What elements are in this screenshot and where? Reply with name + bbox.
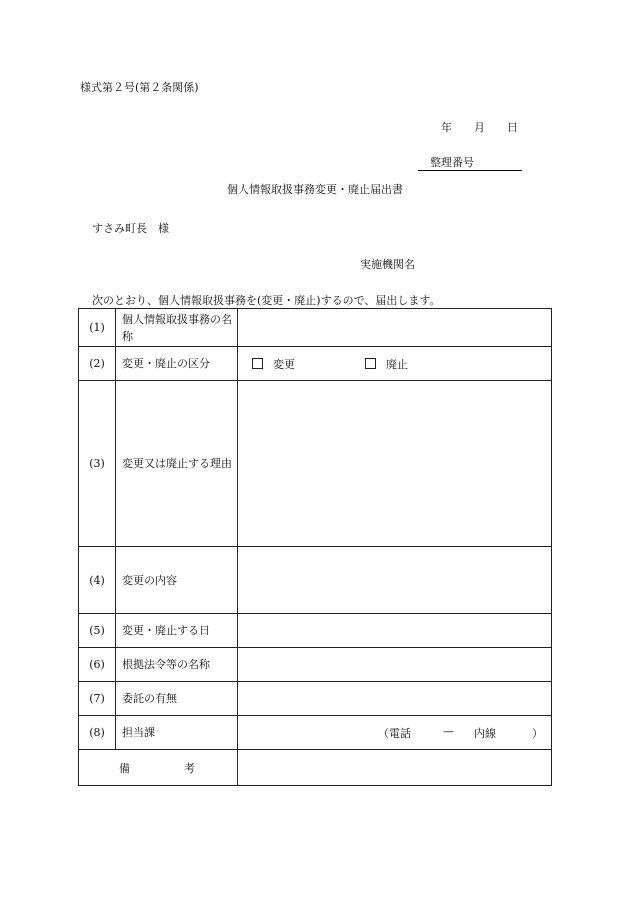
notification-form-table <box>78 308 552 786</box>
phone-line <box>252 725 551 741</box>
row-label: 変更又は廃止する理由 <box>116 381 238 547</box>
remarks-label <box>79 760 237 776</box>
date-year-label: 年 <box>441 121 452 134</box>
table-row <box>79 381 552 547</box>
reason-input[interactable] <box>238 381 552 547</box>
intro-text: 次のとおり、個人情報取扱事務を(変更・廃止)するので、届出します。 <box>92 294 441 307</box>
extension-label: 内線 <box>474 726 496 740</box>
change-content-input[interactable] <box>238 547 552 614</box>
form-number: 様式第２号(第２条関係) <box>80 81 199 94</box>
row-label: 個人情報取扱事務の名称 <box>116 309 238 347</box>
date-month-label: 月 <box>474 121 485 134</box>
outsourcing-input[interactable] <box>238 682 552 716</box>
reference-number-field[interactable]: 整理番号 <box>418 154 522 171</box>
effective-date-input[interactable] <box>238 614 552 648</box>
agency-name-field[interactable]: 実施機関名 <box>360 258 415 271</box>
table-row <box>79 347 552 381</box>
table-row <box>79 750 552 786</box>
remarks-char-1: 備 <box>119 761 130 775</box>
business-name-input[interactable] <box>238 309 552 347</box>
date-day-label: 日 <box>507 121 518 134</box>
row-number: (1) <box>79 309 116 347</box>
remarks-input[interactable] <box>238 750 552 786</box>
row-label: 根拠法令等の名称 <box>116 648 238 682</box>
remarks-char-2: 考 <box>184 761 195 775</box>
table-row <box>79 309 552 347</box>
table-row <box>79 682 552 716</box>
phone-dash: — <box>443 724 454 738</box>
row-number: (4) <box>79 547 116 614</box>
row-label: 変更・廃止する日 <box>116 614 238 648</box>
row-number: (7) <box>79 682 116 716</box>
date-line <box>441 119 518 135</box>
abolish-option-label: 廃止 <box>386 357 408 371</box>
row-number: (6) <box>79 648 116 682</box>
remarks-label-cell <box>79 750 238 786</box>
abolish-checkbox[interactable] <box>365 356 408 372</box>
phone-close-label: ） <box>532 726 543 740</box>
row-number: (8) <box>79 716 116 750</box>
checkbox-icon <box>365 358 376 369</box>
row-label: 変更・廃止の区分 <box>116 347 238 381</box>
table-row <box>79 614 552 648</box>
checkbox-icon <box>252 358 263 369</box>
department-input[interactable] <box>238 716 552 750</box>
change-option-label: 変更 <box>273 357 295 371</box>
table-row <box>79 716 552 750</box>
table-row <box>79 648 552 682</box>
row-number: (3) <box>79 381 116 547</box>
row-label: 変更の内容 <box>116 547 238 614</box>
legal-basis-input[interactable] <box>238 648 552 682</box>
row-label: 担当課 <box>116 716 238 750</box>
row-number: (5) <box>79 614 116 648</box>
category-cell <box>238 347 552 381</box>
change-checkbox[interactable] <box>252 356 295 372</box>
phone-open-label: （電話 <box>378 726 411 740</box>
addressee: すさみ町長 様 <box>92 222 169 235</box>
document-title: 個人情報取扱事務変更・廃止届出書 <box>227 183 403 196</box>
row-label: 委託の有無 <box>116 682 238 716</box>
table-row <box>79 547 552 614</box>
row-number: (2) <box>79 347 116 381</box>
